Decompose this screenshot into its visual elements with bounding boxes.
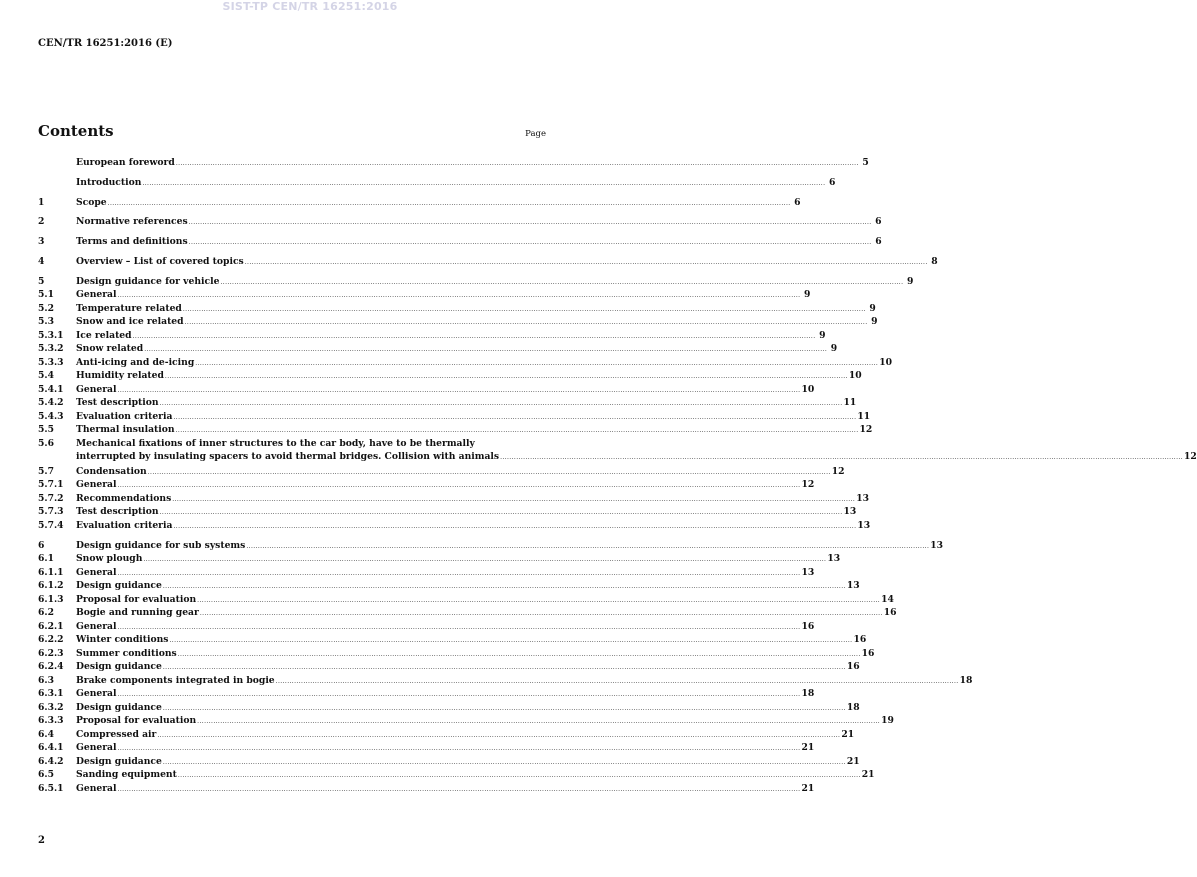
toc-entry-title: Evaluation criteria [76, 519, 173, 531]
toc-entry-number: 5.3 [38, 316, 54, 328]
toc-entry-title: Normative references [76, 216, 188, 228]
toc-entry-page: 9 [804, 289, 811, 301]
toc-leader-dots [220, 276, 903, 290]
toc-entry-number: 5.4.1 [38, 383, 64, 395]
toc-entry[interactable] [38, 505, 857, 519]
toc-entry-number: 6.1.3 [38, 593, 64, 605]
toc-leader-dots [183, 303, 866, 317]
toc-entry-number: 6.1.1 [38, 566, 64, 578]
toc-entry-page: 18 [846, 701, 860, 713]
toc-entry-number: 5.7.2 [38, 492, 64, 504]
toc-entry[interactable] [38, 768, 875, 782]
toc-leader-dots [133, 330, 816, 344]
toc-entry[interactable] [38, 275, 914, 289]
toc-entry[interactable] [38, 156, 869, 170]
toc-entry-page: 16 [846, 661, 860, 673]
toc-leader-dots [185, 316, 868, 330]
toc-entry-page: 11 [857, 410, 871, 422]
watermark: SIST-TP CEN/TR 16251:2016 [222, 0, 398, 13]
toc-entry-number: 1 [38, 196, 45, 208]
toc-entry[interactable] [38, 579, 860, 593]
toc-entry[interactable] [38, 701, 860, 715]
toc-entry-title: Anti-icing and de-icing [76, 356, 195, 368]
toc-entry[interactable] [38, 566, 815, 580]
toc-entry[interactable] [38, 356, 892, 370]
toc-entry-number: 6.1.2 [38, 580, 64, 592]
toc-entry[interactable] [38, 593, 894, 607]
toc-entry-number: 6.1 [38, 553, 54, 565]
toc-entry[interactable] [38, 492, 869, 506]
toc-entry-page: 5 [862, 157, 869, 168]
toc-entry-title: Overview – List of covered topics [76, 255, 244, 267]
toc-leader-dots [176, 157, 859, 171]
toc-leader-dots [118, 621, 801, 635]
toc-entry-page: 12 [831, 465, 845, 477]
toc-entry-page: 9 [907, 275, 914, 287]
toc-entry-number: 6.2.1 [38, 620, 64, 632]
toc-entry-number: 5.4.3 [38, 410, 64, 422]
toc-entry-title: General [76, 479, 117, 491]
toc-entry-page: 13 [930, 539, 944, 551]
toc-entry[interactable] [38, 660, 860, 674]
toc-entry-title: Introduction [76, 176, 142, 188]
toc-entry-title: Compressed air [76, 728, 157, 740]
toc-leader-dots [189, 216, 872, 230]
toc-entry-number: 6.2.2 [38, 634, 64, 646]
toc-leader-dots [173, 520, 856, 534]
toc-leader-dots [170, 634, 853, 648]
toc-entry-number: 6.3.3 [38, 715, 64, 727]
toc-entry[interactable] [38, 255, 938, 269]
toc-entry-page: 10 [848, 370, 862, 382]
toc-leader-dots [118, 783, 801, 797]
toc-leader-dots [246, 540, 929, 554]
toc-entry-page: 16 [883, 607, 897, 619]
toc-entry-number: 5.3.2 [38, 343, 64, 355]
toc-leader-dots [195, 357, 878, 371]
toc-entry-title: General [76, 566, 117, 578]
toc-entry-number: 5.7.3 [38, 506, 64, 518]
toc-leader-dots [118, 567, 801, 581]
toc-entry-title: Sanding equipment [76, 769, 177, 781]
toc-entry-title: Design guidance for sub systems [76, 539, 246, 551]
toc-leader-dots [160, 397, 843, 411]
toc-entry-page: 21 [801, 742, 815, 754]
toc-entry-page: 11 [843, 397, 857, 409]
toc-entry-number: 5.6 [38, 437, 54, 449]
toc-entry[interactable] [38, 315, 878, 329]
contents-title: Contents [38, 122, 114, 140]
toc-entry-title: General [76, 620, 117, 632]
toc-entry-number: 6.5 [38, 769, 54, 781]
toc-entry-title: Temperature related [76, 302, 182, 314]
toc-entry-number: 6.4 [38, 728, 54, 740]
toc-leader-dots [118, 688, 801, 702]
toc-entry-title: Design guidance for vehicle [76, 275, 220, 287]
toc-leader-dots [108, 197, 791, 211]
toc-entry-page: 6 [875, 236, 882, 248]
toc-entry-number: 6.4.2 [38, 755, 64, 767]
toc-leader-dots [165, 370, 848, 384]
toc-entry-number: 5 [38, 275, 45, 287]
toc-entry[interactable] [38, 396, 857, 410]
toc-entry-title: General [76, 742, 117, 754]
toc-leader-dots [173, 411, 856, 425]
toc-entry[interactable] [38, 437, 1197, 465]
toc-entry[interactable] [38, 465, 845, 479]
toc-entry-page: 12 [801, 479, 815, 491]
toc-leader-dots [142, 177, 825, 191]
toc-entry-page: 21 [861, 769, 875, 781]
toc-entry-page: 13 [846, 580, 860, 592]
toc-entry[interactable] [38, 714, 894, 728]
toc-entry-number: 5.7.4 [38, 519, 64, 531]
toc-leader-dots [178, 648, 861, 662]
toc-entry[interactable] [38, 215, 882, 229]
toc-leader-dots [500, 451, 1183, 465]
toc-entry-title: European foreword [76, 157, 175, 168]
toc-entry-page: 18 [959, 674, 973, 686]
toc-entry[interactable] [38, 539, 944, 553]
toc-entry-page: 6 [828, 176, 836, 188]
toc-leader-dots [200, 607, 883, 621]
toc-entry-title: Recommendations [76, 492, 172, 504]
toc-leader-dots [163, 702, 846, 716]
toc-entry[interactable] [38, 478, 815, 492]
toc-entry[interactable] [38, 410, 871, 424]
toc-entry-number: 5.2 [38, 302, 54, 314]
toc-entry[interactable] [38, 620, 815, 634]
toc-leader-dots [276, 675, 959, 689]
toc-entry-number: 6.3.1 [38, 688, 64, 700]
toc-entry[interactable] [38, 782, 815, 796]
toc-entry-page: 6 [875, 216, 882, 228]
toc-entry-number: 2 [38, 216, 45, 228]
toc-leader-dots [157, 729, 840, 743]
toc-entry[interactable] [38, 302, 876, 316]
toc-entry-page: 18 [801, 688, 815, 700]
toc-entry-number: 3 [38, 236, 45, 248]
toc-entry-title-continued: interrupted by insulating spacers to avoid thermal bridges. Collision with animals [76, 451, 500, 463]
toc-leader-dots [118, 289, 801, 303]
toc-entry-page: 10 [801, 383, 815, 395]
toc-entry-title: Ice related [76, 329, 132, 341]
toc-entry[interactable] [38, 176, 836, 190]
toc-entry-page: 21 [846, 755, 860, 767]
toc-leader-dots [163, 661, 846, 675]
toc-entry-page: 21 [801, 782, 815, 794]
toc-entry-number: 5.7.1 [38, 479, 64, 491]
toc-entry-title: Design guidance [76, 755, 162, 767]
toc-entry-title: Scope [76, 196, 107, 208]
toc-entry-title: Winter conditions [76, 634, 169, 646]
document-id: CEN/TR 16251:2016 (E) [38, 38, 173, 49]
toc-entry-page: 13 [856, 492, 869, 504]
toc-entry-title: Bogie and running gear [76, 607, 199, 619]
toc-entry-number: 6.2.4 [38, 661, 64, 673]
toc-leader-dots [144, 343, 827, 357]
toc-entry-title: Proposal for evaluation [76, 715, 197, 727]
toc-leader-dots [118, 479, 801, 493]
page-column-label: Page [525, 129, 546, 139]
toc-leader-dots [172, 493, 855, 507]
toc-entry-title: Design guidance [76, 661, 162, 673]
toc-entry[interactable] [38, 552, 841, 566]
toc-entry-page: 10 [879, 356, 892, 368]
toc-entry-title: Test description [76, 506, 159, 518]
toc-entry-title: Design guidance [76, 580, 162, 592]
toc-entry-page: 9 [869, 302, 876, 314]
toc-entry[interactable] [38, 755, 860, 769]
toc-entry-number: 5.1 [38, 289, 54, 301]
toc-entry[interactable] [38, 606, 897, 620]
toc-entry-title: Humidity related [76, 370, 164, 382]
toc-leader-dots [178, 769, 861, 783]
toc-entry-page: 13 [801, 566, 815, 578]
toc-entry-number: 5.5 [38, 424, 54, 436]
toc-entry-page: 9 [871, 316, 878, 328]
toc-entry-number: 5.7 [38, 465, 54, 477]
toc-entry-number: 5.4.2 [38, 397, 64, 409]
toc-entry-page: 6 [794, 196, 801, 208]
toc-entry[interactable] [38, 383, 815, 397]
toc-entry-page: 8 [931, 255, 938, 267]
toc-leader-dots [148, 466, 831, 480]
toc-entry-number: 6.4.1 [38, 742, 64, 754]
toc-leader-dots [197, 715, 880, 729]
toc-entry[interactable] [38, 369, 862, 383]
toc-entry[interactable] [38, 728, 855, 742]
toc-entry-title: Design guidance [76, 701, 162, 713]
table-of-contents [38, 156, 1197, 795]
toc-entry[interactable] [38, 674, 973, 688]
toc-entry-number: 4 [38, 255, 45, 267]
toc-entry-title: General [76, 383, 117, 395]
contents-header [38, 122, 546, 140]
toc-entry-page: 21 [841, 728, 855, 740]
toc-entry-page: 12 [1184, 451, 1197, 463]
toc-entry-title: Terms and definitions [76, 236, 188, 248]
toc-entry-page: 13 [843, 506, 857, 518]
toc-entry-title: General [76, 782, 117, 794]
toc-entry[interactable] [38, 235, 882, 249]
toc-leader-dots [143, 553, 826, 567]
toc-entry-page: 13 [827, 553, 841, 565]
toc-entry-page: 14 [881, 593, 894, 605]
toc-entry-number: 6.2 [38, 607, 54, 619]
page-number: 2 [38, 835, 45, 846]
toc-leader-dots [176, 424, 859, 438]
toc-entry-title: General [76, 289, 117, 301]
toc-entry-title: Proposal for evaluation [76, 593, 197, 605]
toc-leader-dots [160, 506, 843, 520]
toc-entry-title: Brake components integrated in bogie [76, 674, 275, 686]
toc-entry-number: 6.3.2 [38, 701, 64, 713]
toc-entry-page: 13 [857, 519, 871, 531]
toc-leader-dots [163, 756, 846, 770]
toc-entry-number: 5.3.3 [38, 356, 64, 368]
toc-entry-title: Summer conditions [76, 647, 177, 659]
toc-entry[interactable] [38, 329, 826, 343]
toc-entry[interactable] [38, 633, 867, 647]
toc-entry[interactable] [38, 423, 873, 437]
toc-entry-title: Snow and ice related [76, 316, 184, 328]
toc-entry-page: 16 [801, 620, 815, 632]
toc-entry-title: Thermal insulation [76, 424, 175, 436]
toc-entry[interactable] [38, 741, 815, 755]
toc-leader-dots [197, 594, 880, 608]
toc-entry-number: 6.5.1 [38, 782, 64, 794]
toc-entry-number: 6.2.3 [38, 647, 64, 659]
toc-entry-page: 9 [819, 329, 826, 341]
toc-entry-page: 19 [881, 715, 894, 727]
toc-entry-title: Snow related [76, 343, 144, 355]
toc-entry-page: 16 [853, 634, 867, 646]
toc-entry-title: Snow plough [76, 553, 143, 565]
toc-entry-number: 5.3.1 [38, 329, 64, 341]
toc-entry-title: Test description [76, 397, 159, 409]
toc-entry[interactable] [38, 342, 838, 356]
toc-leader-dots [189, 236, 872, 250]
toc-entry-title: General [76, 688, 117, 700]
toc-entry-number: 5.4 [38, 370, 54, 382]
toc-entry-page: 12 [859, 424, 873, 436]
toc-entry[interactable] [38, 519, 871, 533]
toc-entry-page: 16 [861, 647, 875, 659]
toc-leader-dots [163, 580, 846, 594]
toc-entry[interactable] [38, 288, 811, 302]
toc-entry-title: Condensation [76, 465, 147, 477]
toc-entry[interactable] [38, 647, 875, 661]
toc-entry-page: 9 [830, 343, 838, 355]
toc-leader-dots [118, 742, 801, 756]
toc-entry[interactable] [38, 687, 815, 701]
toc-entry-title: Evaluation criteria [76, 410, 173, 422]
toc-entry[interactable] [38, 196, 801, 210]
toc-leader-dots [245, 256, 928, 270]
toc-entry-number: 6 [38, 539, 45, 551]
toc-entry-title: Mechanical fixations of inner structures to the car body, have to be thermally [76, 437, 475, 449]
toc-entry-number: 6.3 [38, 674, 54, 686]
toc-leader-dots [118, 384, 801, 398]
